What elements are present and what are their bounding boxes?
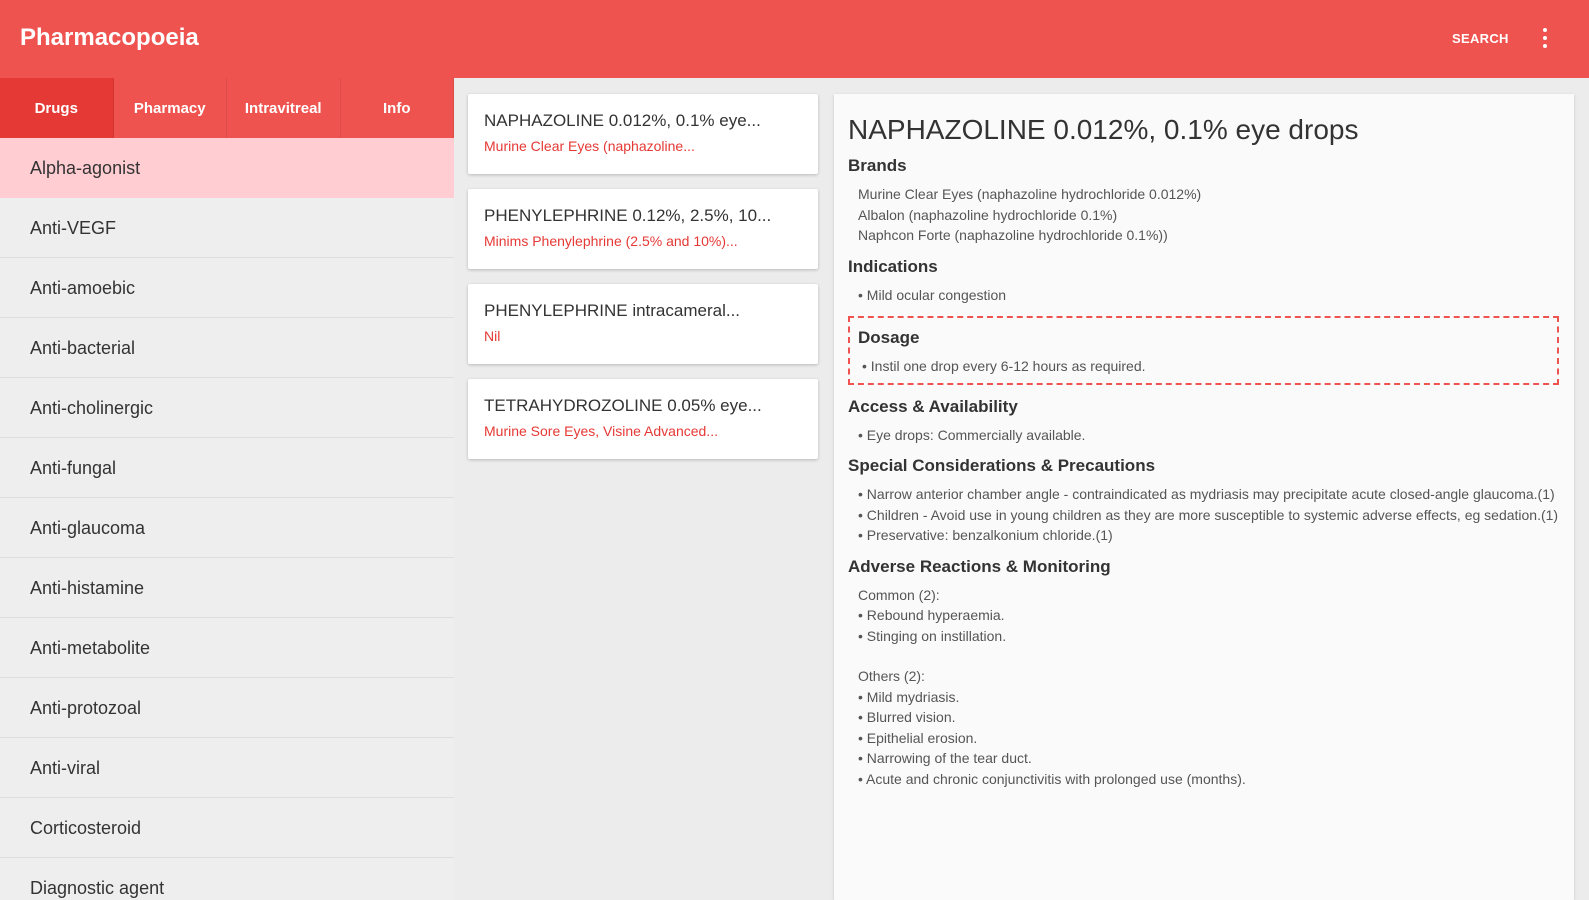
drug-card-brands: Murine Sore Eyes, Visine Advanced...	[484, 423, 718, 439]
drug-card-title: PHENYLEPHRINE intracameral...	[484, 301, 741, 320]
access-heading: Access & Availability	[848, 396, 1018, 416]
more-vert-icon[interactable]	[1541, 28, 1549, 50]
spacer	[858, 646, 1559, 666]
indications-heading: Indications	[848, 256, 938, 276]
adverse-reactions-heading: Adverse Reactions & Monitoring	[848, 556, 1111, 576]
tab-bar	[0, 78, 454, 138]
adverse-line: • Mild mydriasis.	[858, 688, 960, 705]
brands-heading: Brands	[848, 156, 907, 175]
drug-card-title: TETRAHYDROZOLINE 0.05% eye...	[484, 396, 762, 415]
access-line: • Eye drops: Commercially available.	[858, 426, 1086, 443]
dosage-list	[858, 356, 1549, 377]
drug-card[interactable]	[468, 94, 818, 174]
adverse-common-heading: Common (2):	[858, 586, 940, 603]
category-item-anti-fungal[interactable]: Anti-fungal	[0, 438, 454, 498]
category-item-diagnostic-agent[interactable]: Diagnostic agent	[0, 858, 454, 900]
adverse-reactions-list	[848, 585, 1559, 790]
drug-detail-panel	[834, 94, 1574, 900]
tab-intravitreal[interactable]: Intravitreal	[227, 78, 341, 138]
drug-card-brands: Minims Phenylephrine (2.5% and 10%)...	[484, 233, 738, 249]
brand-line: Murine Clear Eyes (naphazoline hydrochloride 0.012%)	[858, 186, 1202, 202]
special-considerations-list	[848, 484, 1559, 546]
indication-line: • Mild ocular congestion	[858, 286, 1007, 303]
drug-detail-title: NAPHAZOLINE 0.012%, 0.1% eye drops	[848, 114, 1359, 145]
adverse-line: • Acute and chronic conjunctivitis with prolonged use (months).	[858, 770, 1246, 787]
tab-pharmacy[interactable]: Pharmacy	[114, 78, 228, 138]
brands-list	[848, 184, 1559, 246]
adverse-line: • Rebound hyperaemia.	[858, 607, 1005, 623]
precaution-line: • Narrow anterior chamber angle - contraindicated as mydriasis may precipitate acute closed-angle glaucoma.(1)	[858, 486, 1555, 502]
drug-card-brands: Murine Clear Eyes (naphazoline...	[484, 138, 695, 154]
category-item-corticosteroid[interactable]: Corticosteroid	[0, 798, 454, 858]
adverse-line: • Epithelial erosion.	[858, 729, 978, 746]
app-bar	[0, 0, 1589, 78]
dosage-section	[848, 316, 1559, 385]
drug-card[interactable]	[468, 284, 818, 364]
category-item-anti-protozoal[interactable]: Anti-protozoal	[0, 678, 454, 738]
category-item-anti-amoebic[interactable]: Anti-amoebic	[0, 258, 454, 318]
adverse-others-heading: Others (2):	[858, 668, 925, 684]
tab-info[interactable]: Info	[341, 78, 455, 138]
category-item-anti-glaucoma[interactable]: Anti-glaucoma	[0, 498, 454, 558]
tab-drugs[interactable]: Drugs	[0, 78, 114, 138]
drug-card-title: PHENYLEPHRINE 0.12%, 2.5%, 10...	[484, 206, 772, 225]
drug-card[interactable]	[468, 379, 818, 459]
category-item-anti-histamine[interactable]: Anti-histamine	[0, 558, 454, 618]
app-title: Pharmacopoeia	[20, 24, 199, 51]
search-button[interactable]: SEARCH	[1452, 31, 1509, 46]
drug-list	[468, 94, 818, 474]
category-item-alpha-agonist[interactable]: Alpha-agonist	[0, 138, 454, 198]
precaution-line: • Preservative: benzalkonium chloride.(1)	[858, 527, 1113, 543]
adverse-line: • Stinging on instillation.	[858, 627, 1007, 644]
indications-list	[848, 285, 1559, 306]
category-item-anti-metabolite[interactable]: Anti-metabolite	[0, 618, 454, 678]
brand-line: Albalon (naphazoline hydrochloride 0.1%)	[858, 206, 1118, 223]
drug-card-title: NAPHAZOLINE 0.012%, 0.1% eye...	[484, 111, 761, 130]
dosage-heading: Dosage	[858, 328, 920, 347]
special-considerations-heading: Special Considerations & Precautions	[848, 456, 1156, 475]
adverse-line: • Narrowing of the tear duct.	[858, 750, 1032, 766]
access-list	[848, 425, 1559, 446]
drug-card-brands: Nil	[484, 328, 501, 344]
category-item-anti-cholinergic[interactable]: Anti-cholinergic	[0, 378, 454, 438]
category-item-anti-bacterial[interactable]: Anti-bacterial	[0, 318, 454, 378]
dosage-line: • Instil one drop every 6-12 hours as required.	[862, 358, 1146, 374]
category-item-anti-vegf[interactable]: Anti-VEGF	[0, 198, 454, 258]
adverse-line: • Blurred vision.	[858, 709, 956, 725]
category-list	[0, 138, 454, 900]
brand-line: Naphcon Forte (naphazoline hydrochloride 0.1%))	[858, 227, 1168, 243]
category-item-anti-viral[interactable]: Anti-viral	[0, 738, 454, 798]
precaution-line: • Children - Avoid use in young children as they are more susceptible to systemic adverse effects, eg sedation.(1)	[858, 506, 1559, 523]
drug-card[interactable]	[468, 189, 818, 269]
